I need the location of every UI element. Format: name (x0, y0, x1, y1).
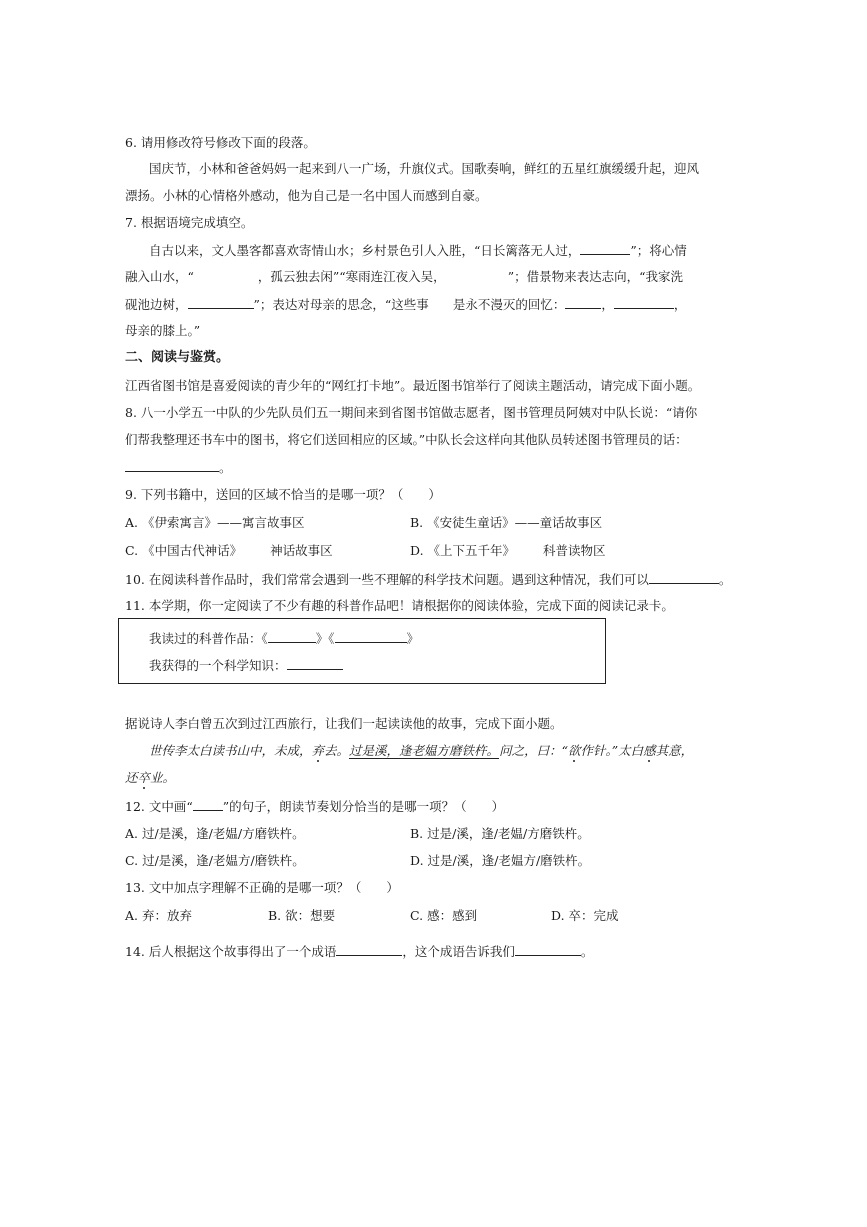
q8-answer-blank[interactable] (125, 459, 219, 472)
q7-text: 融入山水，“ (125, 269, 194, 284)
reading-record-card (118, 618, 606, 684)
q7-blank-6[interactable] (614, 296, 674, 309)
dotted-char-zu: 卒 (137, 770, 151, 785)
q14-text: 14. 后人根据这个故事得出了一个成语 (125, 944, 337, 959)
classical-text: 其意， (655, 743, 694, 758)
classical-text: 还 (125, 770, 138, 785)
science-knowledge-blank[interactable] (287, 657, 343, 670)
q7-line-3 (125, 296, 686, 313)
dotted-char-qi: 弃 (311, 743, 325, 758)
q12-text: 12. 文中画“ (125, 799, 193, 814)
q7-line-1 (149, 242, 687, 259)
q7-line-2 (125, 269, 683, 285)
q12-text: ”的句子，朗读节奏划分恰当的是哪一项？（ ） (222, 799, 505, 814)
classical-text: 世传李太白读书山中，未成， (149, 743, 312, 758)
q7-text: ”；表达对母亲的思念，“这些事 (253, 297, 429, 312)
q9-option-d-book: D. 《上下五千年》 (410, 543, 516, 558)
q7-blank-1[interactable] (580, 242, 630, 255)
q6-paragraph-line-2: 漂扬。小林的心情格外感动，他为自己是一名中国人而感到自豪。 (125, 188, 488, 203)
classical-text-line-2 (125, 770, 175, 786)
book-title-blank-1[interactable] (268, 630, 316, 643)
q13-option-a[interactable]: A. 弃：放弃 (125, 908, 192, 923)
q6-title: 6. 请用修改符号修改下面的段落。 (125, 135, 316, 150)
card-label: 》 (406, 631, 420, 646)
card-label: 》《 (315, 631, 335, 646)
card-label: 我获得的一个科学知识： (149, 658, 287, 673)
classical-text-line-1 (149, 743, 693, 759)
q6-paragraph-line-1: 国庆节，小林和爸爸妈妈一起来到八一广场，升旗仪式。国歌奏响，鲜红的五星红旗缓缓升起，迎风 (149, 161, 700, 176)
q7-text: ，孤云独去闲”“寒雨连江夜入吴， (257, 269, 446, 284)
dotted-char-gan: 感 (643, 743, 656, 758)
q14-line (125, 943, 593, 960)
book-title-blank-2[interactable] (335, 630, 407, 643)
q12-option-c[interactable]: C. 过/是溪，逢/老媪方/磨铁杵。 (125, 853, 305, 868)
q7-text: 是永不漫灭的回忆： (452, 297, 566, 312)
q12-title (125, 798, 504, 815)
q13-option-b[interactable]: B. 欲：想要 (268, 908, 336, 923)
q10-line (125, 571, 731, 588)
q7-line-4: 母亲的膝上。” (125, 323, 201, 338)
q10-answer-blank[interactable] (649, 571, 719, 584)
libai-intro: 据说诗人李白曾五次到过江西旅行，让我们一起读读他的故事，完成下面小题。 (125, 716, 563, 731)
classical-text: 业。 (150, 770, 176, 785)
dotted-char-yu: 欲 (567, 743, 581, 758)
q10-period: 。 (718, 572, 732, 587)
section-2-heading: 二、阅读与鉴赏。 (125, 350, 230, 365)
q8-line-3 (125, 459, 232, 476)
q9-option-c-book: C. 《中国古代神话》 (125, 543, 243, 558)
q7-text: ”；借景物来表达志向，“我家洗 (507, 269, 683, 284)
record-card-line-1 (149, 630, 419, 647)
q7-text: ， (673, 297, 687, 312)
classical-text: 作针。”太白 (580, 743, 644, 758)
q9-option-d-area: 科普读物区 (543, 543, 606, 558)
q11-title: 11. 本学期，你一定阅读了不少有趣的科普作品吧！请根据你的阅读体验，完成下面的阅读记录卡。 (125, 598, 674, 613)
q14-idiom-blank[interactable] (336, 943, 402, 956)
q13-title: 13. 文中加点字理解不正确的是哪一项？（ ） (125, 880, 399, 895)
q7-text: ”；将心情 (630, 243, 687, 258)
q9-option-c-area: 神话故事区 (270, 543, 333, 558)
classical-text: 问之，曰：“ (499, 743, 568, 758)
q14-text: 。 (580, 944, 594, 959)
q7-blank-5[interactable] (565, 296, 601, 309)
q9-title: 9. 下列书籍中，送回的区域不恰当的是哪一项？（ ） (125, 487, 441, 502)
q13-option-c[interactable]: C. 感：感到 (410, 908, 478, 923)
q8-period: 。 (219, 460, 232, 475)
q8-line-2: 们帮我整理还书车中的图书，将它们送回相应的区域。”中队长会这样向其他队员转述图书管理员的话： (125, 432, 688, 447)
q14-meaning-blank[interactable] (515, 943, 581, 956)
record-card-line-2 (149, 657, 343, 674)
q9-option-a[interactable]: A. 《伊索寓言》——寓言故事区 (125, 515, 305, 530)
q7-blank-4[interactable] (188, 296, 254, 309)
q7-title: 7. 根据语境完成填空。 (125, 215, 254, 230)
q7-text: 自古以来，文人墨客都喜欢寄情山水；乡村景色引人入胜，“日长篱落无人过， (149, 243, 581, 258)
q12-option-b[interactable]: B. 过是/溪，逢/老媪/方磨铁杵。 (410, 826, 590, 841)
underlined-sentence: 过是溪，逢老媪方磨铁杵。 (349, 743, 500, 758)
q10-text: 10. 在阅读科普作品时，我们常常会遇到一些不理解的科学技术问题。遇到这种情况，我们可以 (125, 572, 649, 587)
q9-option-c[interactable] (125, 543, 333, 559)
q7-text: ， (601, 297, 614, 312)
q8-line-1: 8. 八一小学五一中队的少先队员们五一期间来到省图书馆做志愿者，图书管理员阿姨对中队长说：“请你 (125, 405, 698, 420)
classical-text: 去。 (324, 743, 350, 758)
q9-option-d[interactable] (410, 543, 606, 559)
q12-option-d[interactable]: D. 过是/溪，逢/老媪方/磨铁杵。 (410, 853, 591, 868)
q12-underline-sample (193, 798, 223, 811)
q14-text: ，这个成语告诉我们 (402, 944, 515, 959)
q12-option-a[interactable]: A. 过/是溪，逢/老媪/方磨铁杵。 (125, 826, 305, 841)
q13-option-d[interactable]: D. 卒：完成 (551, 908, 619, 923)
card-label: 我读过的科普作品：《 (149, 631, 268, 646)
q7-text: 砚池边树， (125, 297, 188, 312)
q9-option-b[interactable]: B. 《安徒生童话》——童话故事区 (410, 515, 603, 530)
reading-intro: 江西省图书馆是喜爱阅读的青少年的“网红打卡地”。最近图书馆举行了阅读主题活动，请完成下面小题。 (125, 378, 701, 393)
